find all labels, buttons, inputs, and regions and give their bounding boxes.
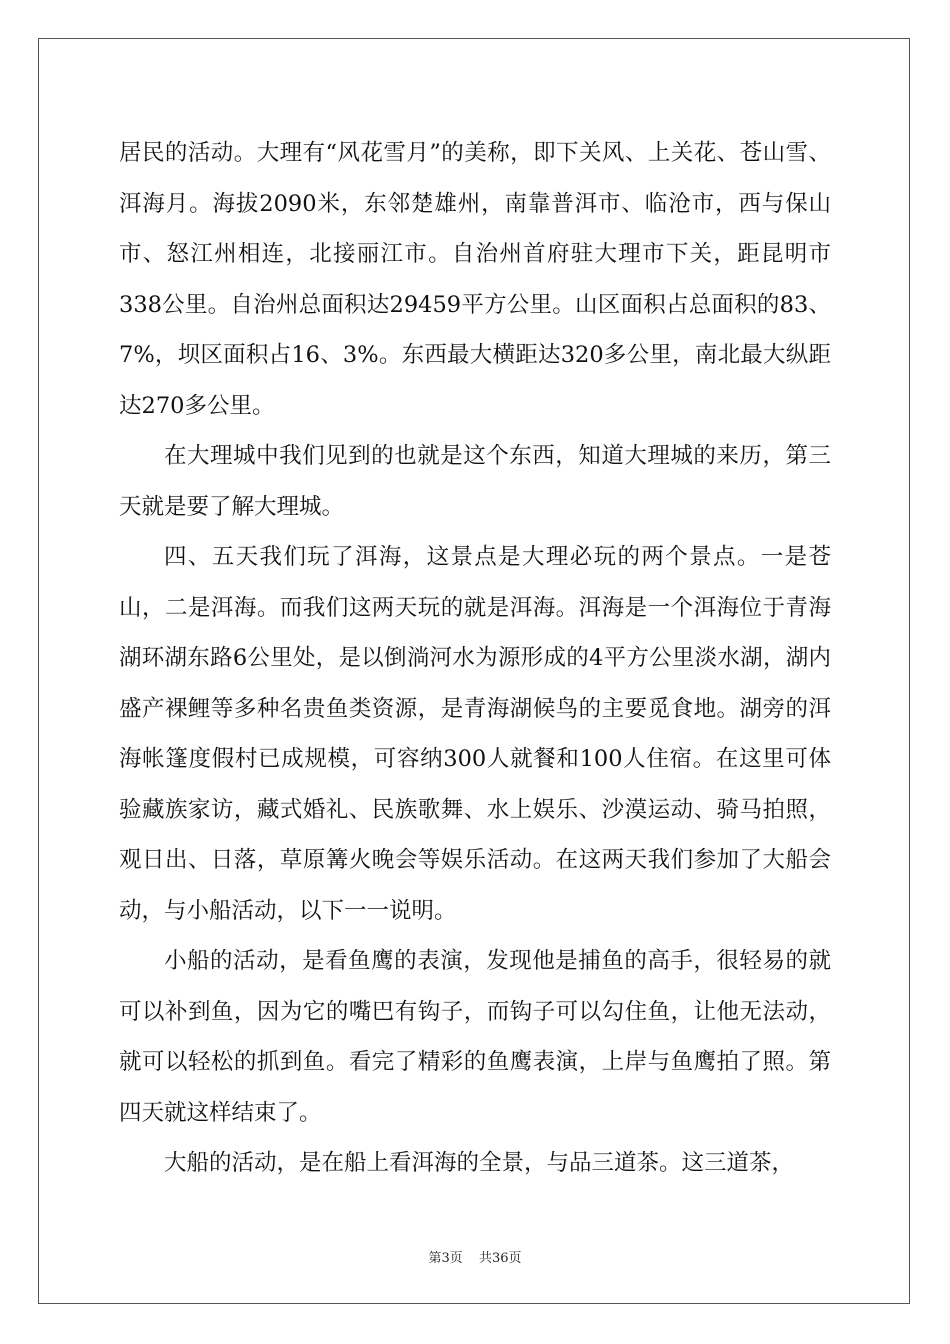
page-total: 共36页 (478, 1251, 522, 1266)
paragraph-4: 小船的活动，是看鱼鹰的表演，发现他是捕鱼的高手，很轻易的就可以补到鱼，因为它的嘴巴有钩子，而钩子可以勾住鱼，让他无法动，就可以轻松的抓到鱼。看完了精彩的鱼鹰表演，上岸与鱼鹰拍了照。第四天就这样结束了。 (119, 948, 831, 1126)
paragraph-5: 大船的活动，是在船上看洱海的全景，与品三道茶。这三道茶， (164, 1150, 795, 1176)
page-footer (0, 1247, 950, 1266)
document-body (119, 128, 831, 1189)
paragraph-3: 四、五天我们玩了洱海，这景点是大理必玩的两个景点。一是苍山，二是洱海。而我们这两天玩的就是洱海。洱海是一个洱海位于青海湖环湖东路6公里处，是以倒淌河水为源形成的4平方公里淡水湖，湖内盛产裸鲤等多种名贵鱼类资源，是青海湖候鸟的主要觅食地。湖旁的洱海帐篷度假村已成规模，可容纳300人就餐和100人住宿。在这里可体验藏族家访，藏式婚礼、民族歌舞、水上娱乐、沙漠运动、骑马拍照，观日出、日落，草原篝火晚会等娱乐活动。在这两天我们参加了大船会动，与小船活动，以下一一说明。 (119, 544, 831, 924)
paragraph-2: 在大理城中我们见到的也就是这个东西，知道大理城的来历，第三天就是要了解大理城。 (119, 443, 831, 520)
page-number: 第3页 (428, 1251, 463, 1266)
paragraph-1: 居民的活动。大理有“风花雪月”的美称，即下关风、上关花、苍山雪、洱海月。海拔2090米，东邻楚雄州，南靠普洱市、临沧市，西与保山市、怒江州相连，北接丽江市。自治州首府驻大理市下关，距昆明市338公里。自治州总面积达29459平方公里。山区面积占总面积的83、7%，坝区面积占16、3%。东西最大横距达320多公里，南北最大纵距达270多公里。 (119, 140, 831, 419)
